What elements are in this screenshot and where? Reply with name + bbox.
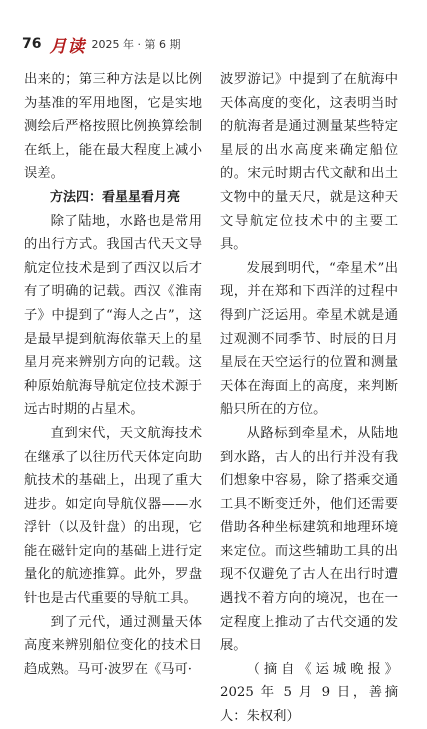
section-heading: 方法四：看星星看月亮: [50, 189, 181, 205]
paragraph-continuation: 出来的；第三种方法是以比例为基准的军用地图，它是实地测绘后严格按照比例换算绘制在纸上，能在最大程度上减小误差。: [24, 72, 202, 182]
paragraph-song-dynasty: 直到宋代，天文航海技术在继承了以往历代天体定向助航技术的基础上，出现了重大进步。如定向导航仪器——水浮针（以及针盘）的出现，它能在磁针定向的基础上进行定量化的航迹推算。此外，罗盘针也是古代重要的导航工具。: [24, 425, 202, 607]
paragraph-conclusion: 从路标到牵星术，从陆地到水路，古人的出行并没有我们想象中容易，除了搭乘交通工具不断变迁外，他们还需要借助各种坐标建筑和地理环境来定位。而这些辅助工具的出现不仅避免了古人在出行时遭遇找不着方向的境况，也在一定程度上推动了古代交通的发展。: [220, 425, 398, 654]
issue-label: 2025 年 · 第 6 期: [91, 38, 181, 51]
magazine-logo: 月读: [49, 36, 86, 57]
right-column: [220, 68, 398, 729]
page-number: 76: [22, 36, 42, 52]
paragraph-ming-dynasty: 发展到明代，“牵星术”出现，并在郑和下西洋的过程中得到广泛运用。牵星术就是通过观测不同季节、时辰的日月星辰在天空运行的位置和测量天体在海面上的高度，来判断船只所在的方位。: [220, 260, 398, 418]
paragraph-marco-polo: 波罗游记》中提到了在航海中天体高度的变化，这表明当时的航海者是通过测量某些特定星辰的出水高度来确定船位的。宋元时期古代文献和出土文物中的量天尺，就是这种天文导航定位技术中的主要工具。: [220, 72, 398, 253]
page-header: [22, 34, 181, 57]
source-citation: （摘自《运城晚报》2025 年 5 月 9 日，善摘人：朱权利）: [220, 661, 398, 725]
paragraph-yuan-dynasty: 到了元代，通过测量天体高度来辨别船位变化的技术日趋成熟。马可·波罗在《马可·: [24, 614, 202, 677]
paragraph-waterway: 除了陆地，水路也是常用的出行方式。我国古代天文导航定位技术是到了西汉以后才有了明确的记载。西汉《淮南子》中提到了“海人之占”，这是最早提到航海依靠天上的星星月亮来辨别方向的记载。这种原始航海导航定位技术源于远古时期的占星术。: [24, 213, 202, 418]
left-column: [24, 68, 202, 681]
